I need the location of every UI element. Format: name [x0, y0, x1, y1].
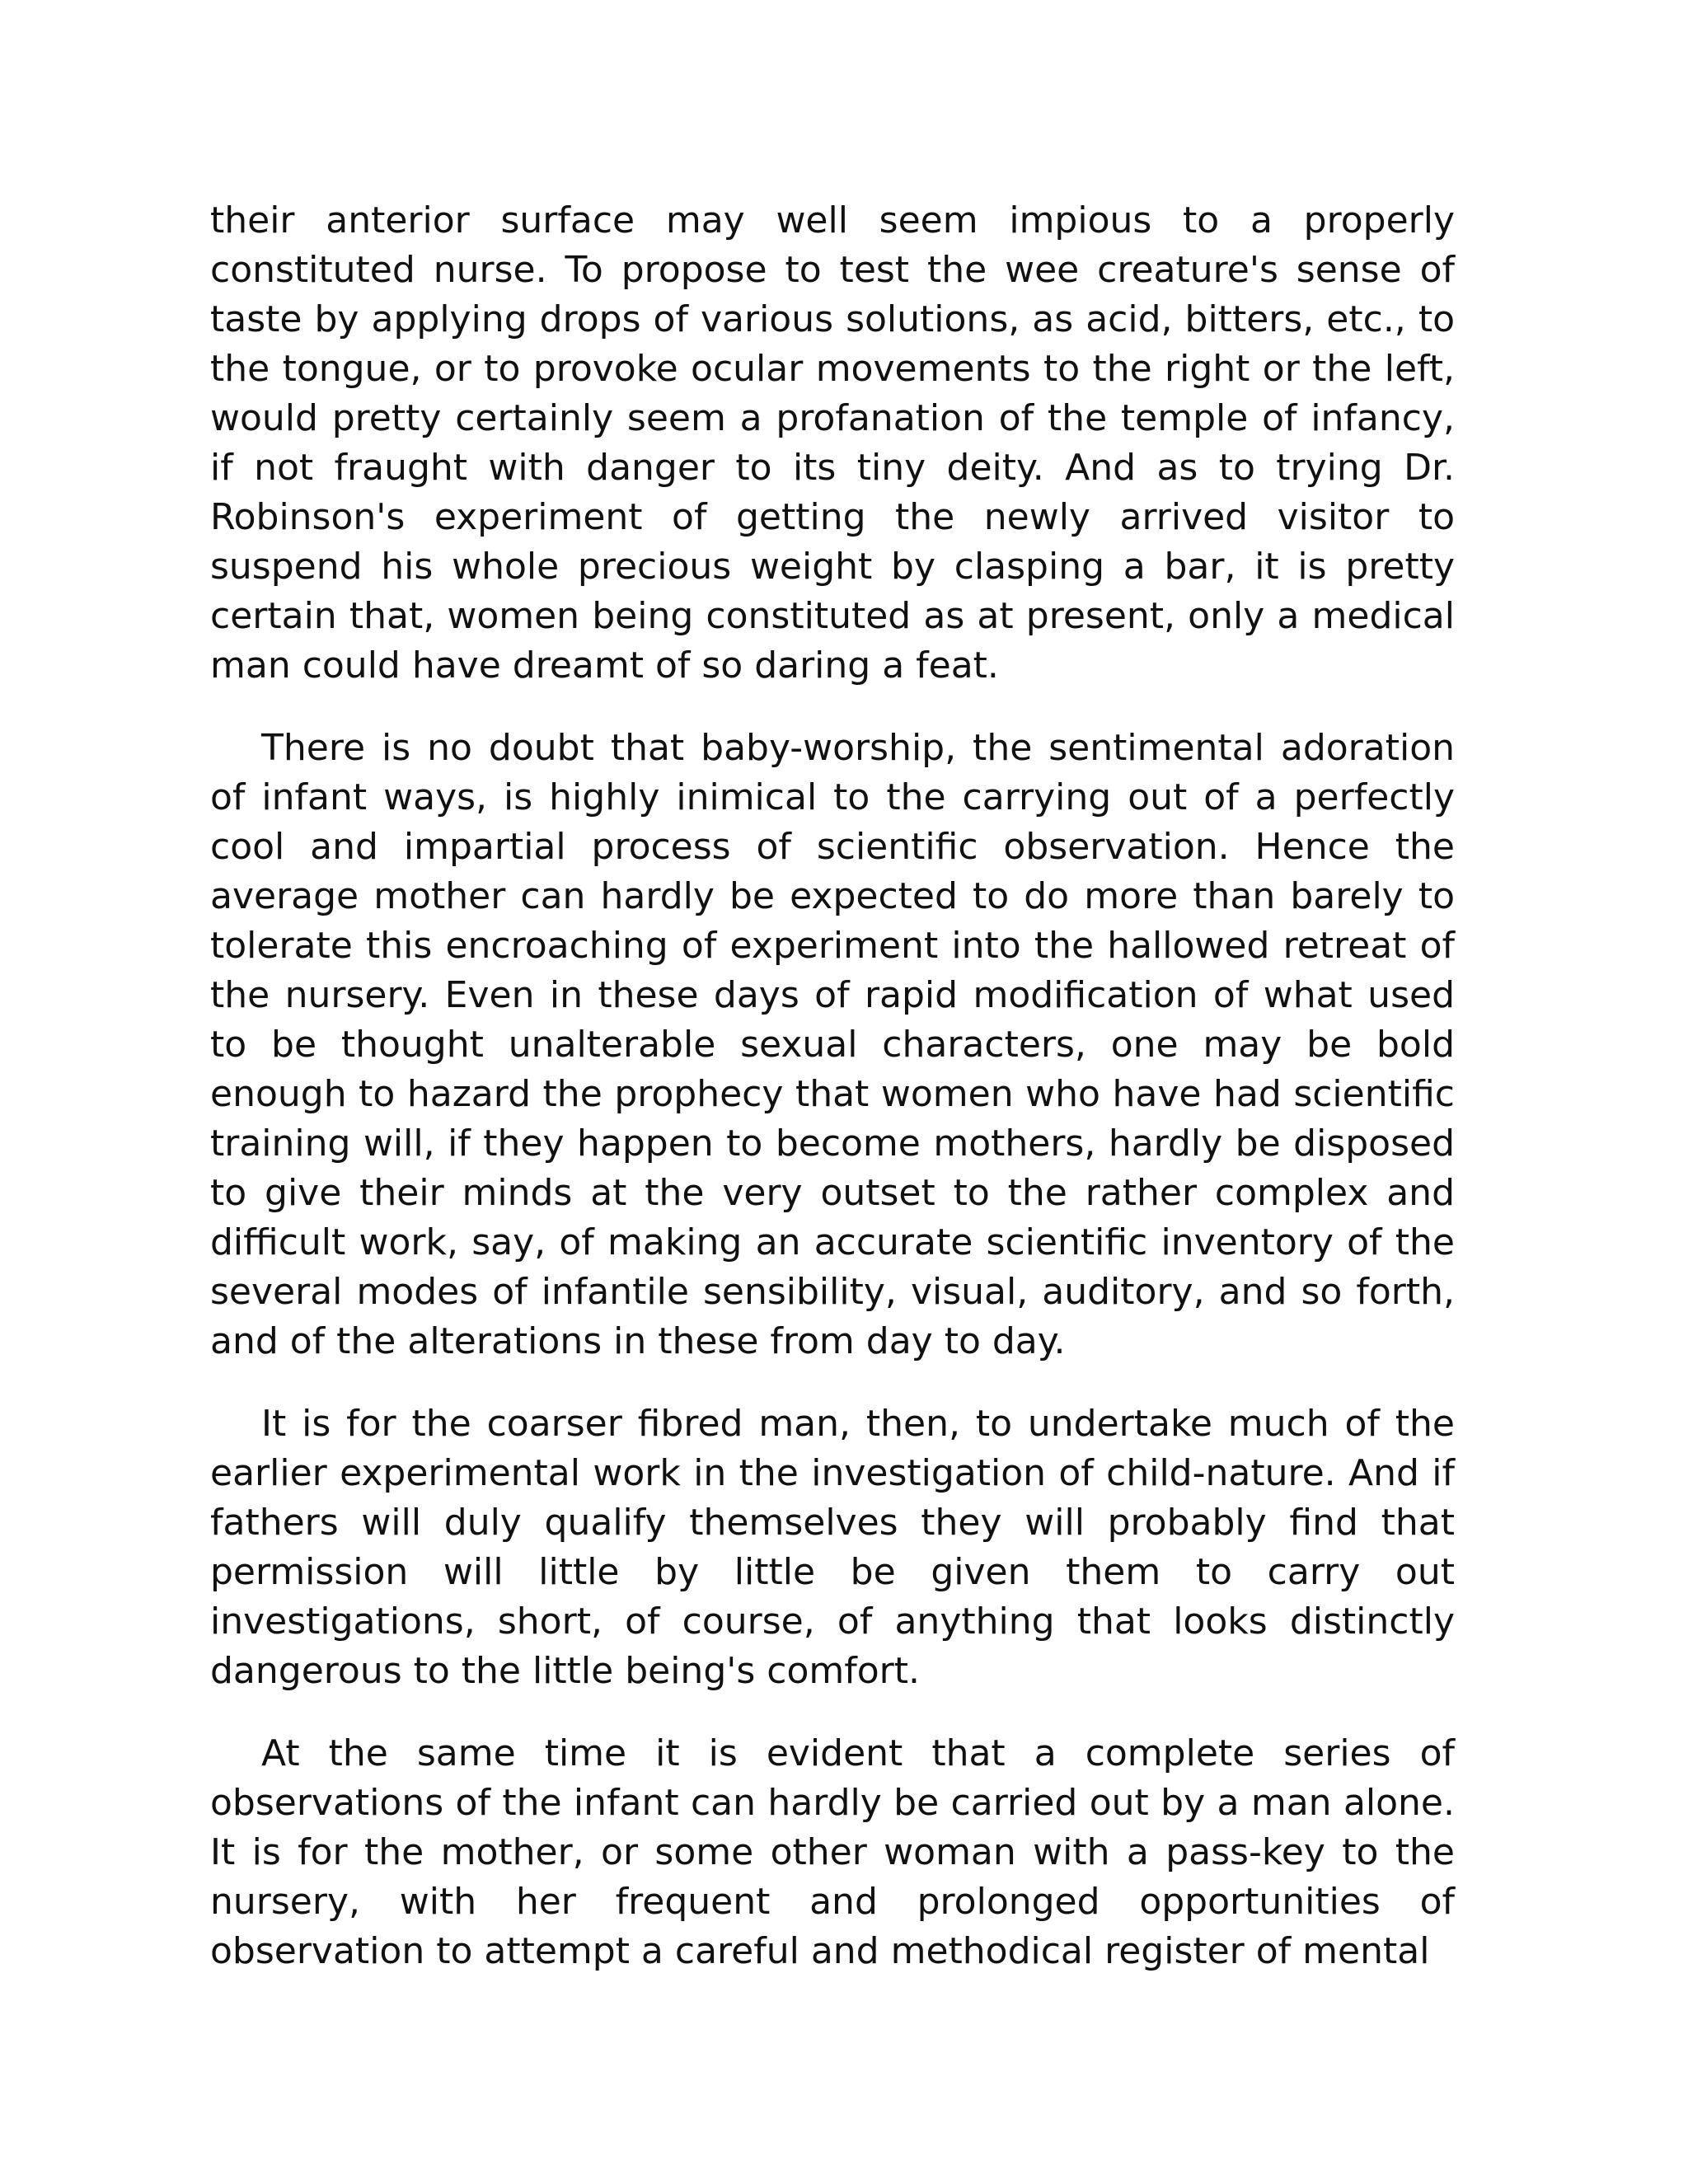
document-page [210, 196, 1455, 2009]
paragraph-1: their anterior surface may well seem impious to a properly constituted nurse. To propose to test the wee creature's sense of taste by applying drops of various solutions, as acid, bitters, etc., to the tongue, or to provoke ocular movements to the right or the left, would pretty certainly seem a profanation of the temple of infancy, if not fraught with danger to its tiny deity. And as to trying Dr. Robinson's experiment of getting the newly arrived visitor to suspend his whole precious weight by clasping a bar, it is pretty certain that, women being constituted as at present, only a medical man could have dreamt of so daring a feat. [210, 199, 1455, 687]
paragraph-3: It is for the coarser fibred man, then, to undertake much of the earlier experimental work in the investigation of child-nature. And if fathers will duly qualify themselves they will probably find that permission will little by little be given them to carry out investigations, short, of course, of anything that looks distinctly dangerous to the little being's comfort. [210, 1403, 1455, 1692]
paragraph-4: At the same time it is evident that a complete series of observations of the infant can hardly be carried out by a man alone. It is for the mother, or some other woman with a pass-key to the nursery, with her frequent and prolonged opportunities of observation to attempt a careful and methodical register of mental [210, 1732, 1455, 1972]
paragraph-2: There is no doubt that baby-worship, the sentimental adoration of infant ways, is highly inimical to the carrying out of a perfectly cool and impartial process of scientific observation. Hence the average mother can hardly be expected to do more than barely to tolerate this encroaching of experiment into the hallowed retreat of the nursery. Even in these days of rapid modification of what used to be thought unalterable sexual characters, one may be bold enough to hazard the prophecy that women who have had scientific training will, if they happen to become mothers, hardly be disposed to give their minds at the very outset to the rather complex and difficult work, say, of making an accurate scientific inventory of the several modes of infantile sensibility, visual, auditory, and so forth, and of the alterations in these from day to day. [210, 727, 1455, 1362]
